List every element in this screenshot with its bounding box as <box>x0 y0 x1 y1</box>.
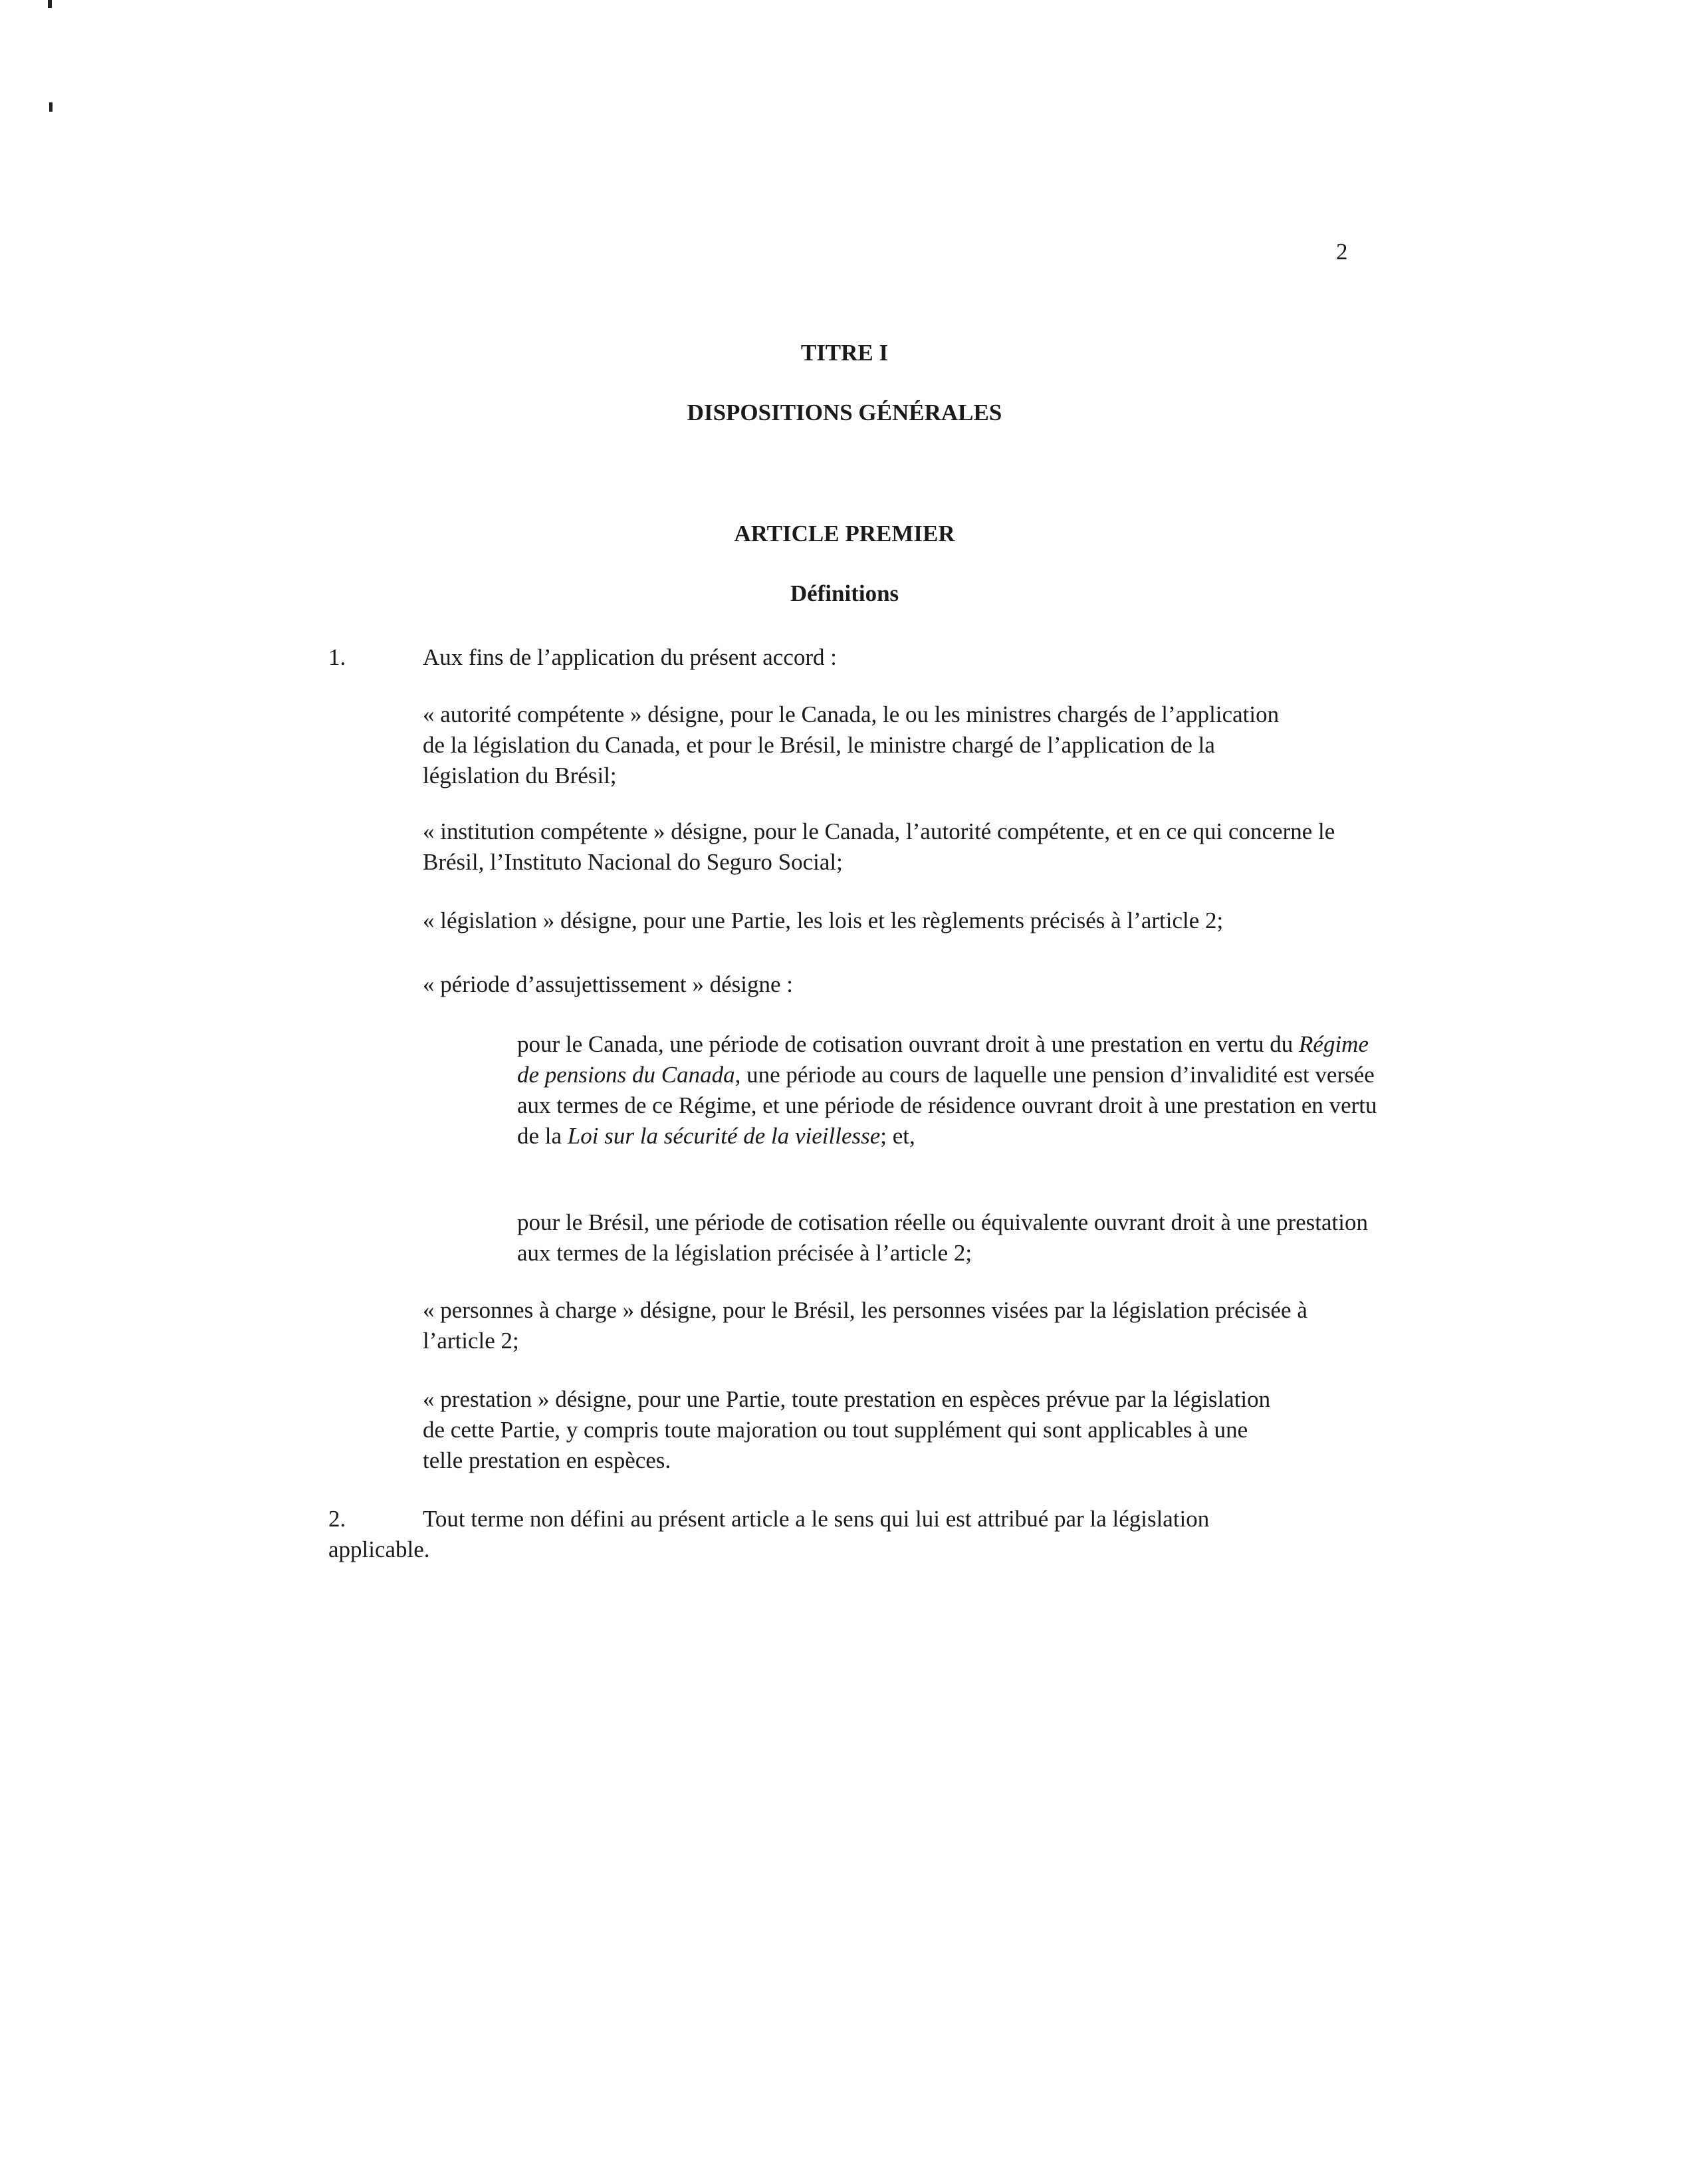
definition-periode-intro: « période d’assujettissement » désigne : <box>423 971 793 997</box>
definition-periode-canada <box>517 1029 1388 1152</box>
scan-artifact-mark <box>49 102 53 112</box>
scan-artifact-mark <box>48 0 52 8</box>
periode-canada-text-2: , une période au cours de laquelle une pension d’invalidité est versée aux termes de ce Régime, et une période de résidence ouvrant droit à une prestation en vertu de la <box>517 1062 1377 1149</box>
section-2-text-line-2: applicable. <box>328 1536 430 1562</box>
periode-canada-text-1: pour le Canada, une période de cotisation ouvrant droit à une prestation en vertu du <box>517 1031 1299 1057</box>
periode-canada-text-3: ; et, <box>880 1123 915 1149</box>
definition-personnes-a-charge: « personnes à charge » désigne, pour le Brésil, les personnes visées par la législation précisée à l’article 2; <box>423 1297 1307 1354</box>
definition-legislation: « législation » désigne, pour une Partie, les lois et les règlements précisés à l’article 2; <box>423 908 1224 933</box>
section-1-intro: Aux fins de l’application du présent accord : <box>423 644 837 670</box>
section-1-number: 1. <box>328 644 346 670</box>
loi-securite-title: Loi sur la sécurité de la vieillesse <box>567 1123 881 1149</box>
regime-pensions-title: Régime de pensions du Canada <box>517 1031 1369 1088</box>
article-subheading: Définitions <box>790 580 899 606</box>
page-number: 2 <box>1336 239 1348 265</box>
section-2-text-line-1: Tout terme non défini au présent article a le sens qui lui est attribué par la législation <box>423 1506 1210 1532</box>
definition-periode-bresil: pour le Brésil, une période de cotisation réelle ou équivalente ouvrant droit à une prestation aux termes de la législation précisée à l’article 2; <box>517 1209 1368 1266</box>
article-heading: ARTICLE PREMIER <box>734 521 955 546</box>
definition-autorite-competente: « autorité compétente » désigne, pour le Canada, le ou les ministres chargés de l’application de la législation du Canada, et pour le Brésil, le ministre chargé de l’application de la législation du Brésil; <box>423 701 1280 789</box>
subtitle-heading: DISPOSITIONS GÉNÉRALES <box>687 400 1002 425</box>
section-2-number: 2. <box>328 1506 346 1532</box>
title-heading: TITRE I <box>800 340 889 366</box>
definition-prestation: « prestation » désigne, pour une Partie, toute prestation en espèces prévue par la législation de cette Partie, y compris toute majoration ou tout supplément qui sont applicables à une telle prestation en espèces. <box>423 1386 1271 1473</box>
definition-institution-competente: « institution compétente » désigne, pour le Canada, l’autorité compétente, et en ce qui concerne le Brésil, l’Instituto Nacional do Seguro Social; <box>423 818 1335 875</box>
